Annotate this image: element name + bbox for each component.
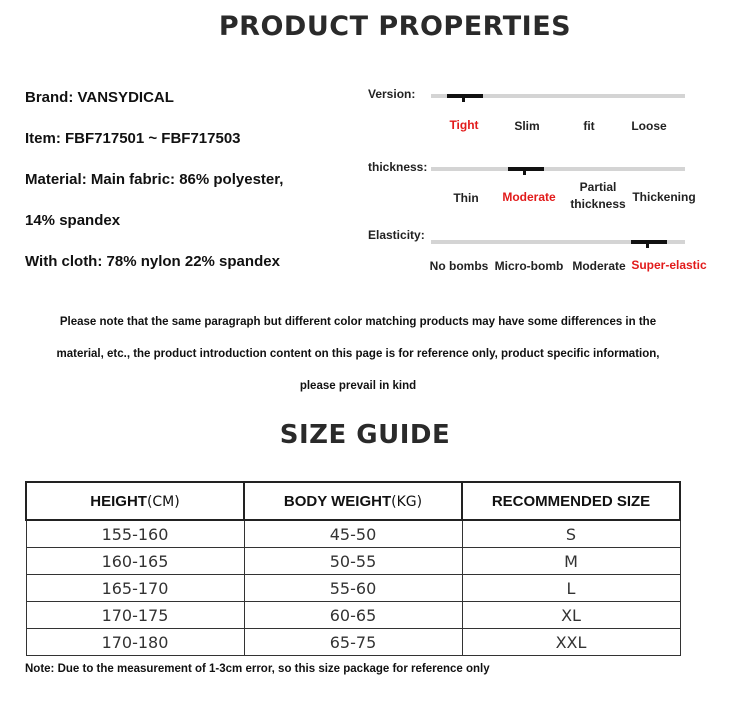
elasticity-marker-tick [646,244,649,248]
table-row [26,629,680,656]
weight-header-unit: (KG) [391,493,423,510]
table-row [26,520,680,548]
size-cell: XL [462,602,680,629]
table-row [26,575,680,602]
elasticity-option-micro-bomb: Micro-bomb [494,259,564,273]
height-header-label: HEIGHT [90,492,147,510]
size-header: RECOMMENDED SIZE [462,482,680,520]
elasticity-option-super-elastic: Super-elastic [631,258,707,272]
elasticity-marker [631,240,667,244]
height-cell: 170-175 [26,602,244,629]
thickness-option-partial: Partial thickness [570,180,626,211]
thickness-option-thin: Thin [453,191,479,205]
table-row [26,602,680,629]
thickness-label: thickness: [368,160,428,174]
weight-cell: 50-55 [244,548,462,575]
size-cell: S [462,520,680,548]
material-text-cont: 14% spandex [25,212,121,229]
version-option-loose: Loose [631,119,667,133]
height-cell: 155-160 [26,520,244,548]
page-title: PRODUCT PROPERTIES [218,11,572,42]
elasticity-option-moderate: Moderate [572,259,626,273]
height-cell: 170-180 [26,629,244,656]
weight-cell: 45-50 [244,520,462,548]
height-header-unit: (CM) [146,493,180,510]
weight-header-label: BODY WEIGHT [283,492,392,510]
elasticity-option-no-bombs: No bombs [429,259,489,273]
thickness-marker [508,167,544,171]
weight-cell: 55-60 [244,575,462,602]
notice-line-1: Please note that the same paragraph but different color matching products may have some differences in the [59,316,657,328]
weight-header [244,482,462,520]
version-option-tight: Tight [449,118,479,132]
version-marker-tick [462,98,465,102]
height-cell: 165-170 [26,575,244,602]
notice-line-3: please prevail in kind [299,380,417,392]
thickness-track [431,167,685,171]
size-cell: L [462,575,680,602]
size-guide-title: SIZE GUIDE [279,420,451,450]
size-table-header [26,482,680,520]
size-footnote: Note: Due to the measurement of 1-3cm error, so this size package for reference only [25,663,490,675]
weight-cell: 65-75 [244,629,462,656]
notice-line-2: material, etc., the product introduction content on this page is for reference only, product specific information, [56,348,660,360]
item-text: Item: FBF717501 ~ FBF717503 [25,130,241,147]
version-label: Version: [368,87,416,101]
size-table [25,481,681,656]
size-cell: XXL [462,629,680,656]
height-cell: 160-165 [26,548,244,575]
weight-cell: 60-65 [244,602,462,629]
version-marker [447,94,483,98]
thickness-marker-tick [523,171,526,175]
material-text: Material: Main fabric: 86% polyester, [25,171,284,188]
brand-text: Brand: VANSYDICAL [25,89,174,106]
table-row [26,548,680,575]
version-option-fit: fit [583,119,595,133]
elasticity-label: Elasticity: [368,228,425,242]
cloth-text: With cloth: 78% nylon 22% spandex [25,253,280,270]
version-option-slim: Slim [514,119,540,133]
thickness-option-moderate: Moderate [502,190,556,204]
thickness-option-thickening: Thickening [632,190,696,204]
height-header [26,482,244,520]
size-cell: M [462,548,680,575]
